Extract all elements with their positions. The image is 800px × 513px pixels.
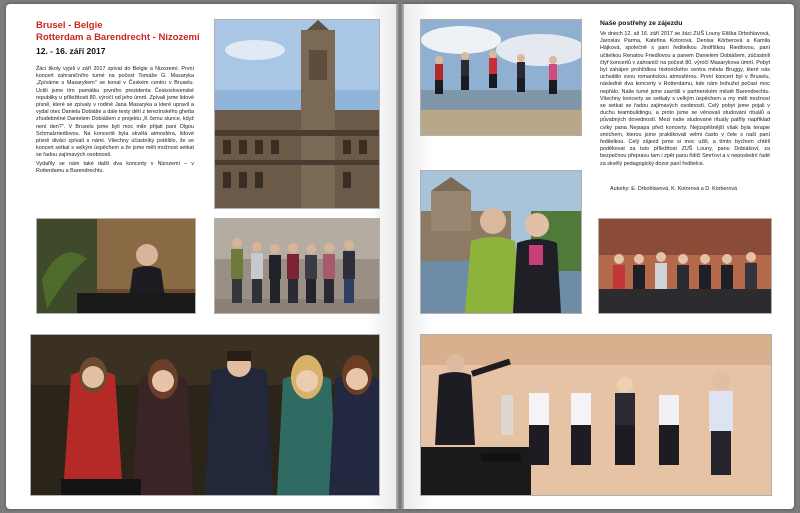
article-paragraph: Vydařily se nám také další dva koncerty v Nizozemí – v Rotterdamu a Barendrechtu. bbox=[36, 161, 194, 175]
photo-performers-with-director bbox=[420, 334, 772, 496]
article-paragraph: Žáci školy vyjeli v září 2017 zpívat do Belgie a Nizozemí. První koncert zahraničního turné na počest Tomáše G. Masaryka „Zpíváme s Masarykem" se konal v Českém centru v Bruselu. Uctili jsme tím památku prvního prezidenta Československé republiky u příležitosti 80. výročí od jeho úmrtí. Zpívali jsme lidové písně, které se zpívaly v rodině Jana Masaryka a které upravil a vydal otec Daniela Dobiáše a dále texty dětí z terezínského ghetta zhudebněné Danielem Dobiášem z projektu „K čemu slunce, když není den?". V Bruselu jsme byli moc mile přijati paní Olgou Schmalzriedlovou. Na koncertě byla skvělá atmosféra, lidové písně diváci zpívali s námi. Všechny účastníky potěšilo, že se koncert setkal s velkým úspěchem a že jsme měli možnost setkat se řadou zajímavých osobností. bbox=[36, 66, 194, 159]
article-title-line1: Brusel - Belgie bbox=[36, 20, 103, 31]
photo-brussels-town-hall bbox=[214, 19, 380, 209]
article-date: 12. - 16. září 2017 bbox=[36, 46, 106, 56]
photo-concert-hall bbox=[598, 218, 772, 314]
article-body bbox=[36, 66, 194, 177]
photo-bruges-couple bbox=[420, 170, 582, 314]
article-title-line2: Rotterdam a Barendrecht - Nizozemí bbox=[36, 32, 200, 43]
photo-pianist bbox=[36, 218, 196, 314]
photo-jumping-group bbox=[420, 19, 582, 136]
notes-title: Naše postřehy ze zájezdu bbox=[600, 20, 683, 27]
photo-singers-concert bbox=[30, 334, 380, 496]
notes-paragraph: Ve dnech 12. až 16. září 2017 se žáci ZUŠ Louny Eliška Drbohlavová, Jaroslav Parma, Kateřina Kotorová, Denisa Körberová a Kamila Hájková, společně s paní ředitelkou Jindřiškou Riedlovou, paní učitelkou Renatou Friedlovou a panem Danielem Dobiášem, zúčastnili čtyř koncertů v zahraničí na počest 80. výročí Masarykova úmrtí. Pobyt byl zahájen prohlídkou historického centra města Bruggy, které nás uchvátilo svou romantickou atmosférou. První koncert byl v Bruselu, následně dva koncerty v Rotterdamu, kde nám bohužel počasí moc nepřálo. Naše turné jsme završili v partnerském městě Barendrechtu. Všechny koncerty se setkaly s velkým úspěchem a my měli možnost se setkat se řadou zajímavých osobností. Celý pobyt jsme pojali v duchu teambuildingu, a proto jsme se věnovali studování rituálů a půvabných dovedností. Mezi naše studované rituály patřily například cviky pana Nejsapa před koncerty. Nejúspěšnější však byla terapie smíchem, kterou jsme praktikovali velmi často v čele s naší paní ředitelkou. Celý zájezd jsme si moc užili, a tímto bychom chtěli poděkovat za tuto příležitost ZUŠ Louny, panu Dobiášovi, za bezpečnou přepravu tam i zpět panu řidiči Smrťovi a v neposlední řadě za skvělý pedagogický dozor paní ředitelce. bbox=[600, 31, 770, 167]
notes-authors: Autorky: E. Drbohlavová, K. Kotorová a D. Körberová bbox=[610, 186, 738, 192]
photo-group-square bbox=[214, 218, 380, 314]
book-spine bbox=[396, 4, 404, 509]
notes-body bbox=[600, 31, 770, 169]
